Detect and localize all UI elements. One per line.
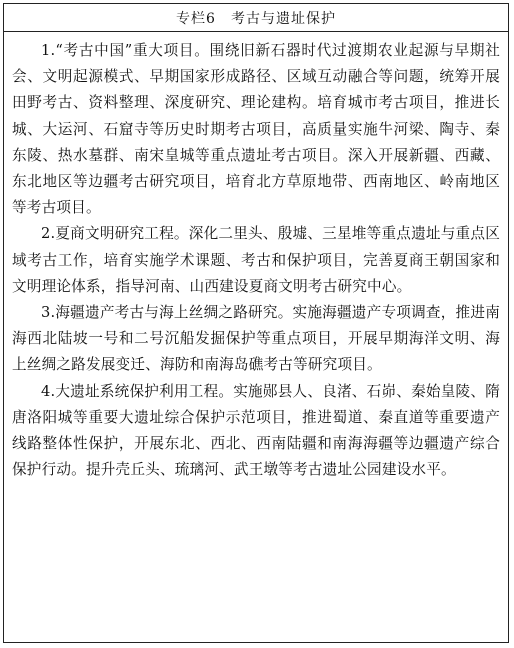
paragraph-maritime-silk-road: 3.海疆遗产考古与海上丝绸之路研究。实施海疆遗产专项调查，推进南海西北陆坡一号和二号沉船发掘保护等重点项目，开展早期海洋文明、海上丝绸之路发展变迁、海防和南海岛礁考古等研究项目。 — [12, 304, 500, 374]
box-title-row — [4, 4, 508, 32]
box-title: 专栏6 考古与遗址保护 — [176, 10, 336, 27]
paragraph-xia-shang: 2.夏商文明研究工程。深化二里头、殷墟、三星堆等重点遗址与重点区域考古工作，培育实施学术课题、考古和保护项目，完善夏商王朝国家和文明理论体系，指导河南、山西建设夏商文明考古研究中心。 — [12, 225, 500, 295]
feature-box — [3, 3, 509, 643]
box-content — [4, 32, 508, 483]
paragraph-archaeology-china: 1.“考古中国”重大项目。围绕旧新石器时代过渡期农业起源与早期社会、文明起源模式、早期国家形成路径、区域互动融合等问题，统筹开展田野考古、资料整理、深度研究、理论建构。培育城市考古项目，推进长城、大运河、石窟寺等历史时期考古项目，高质量实施牛河梁、陶寺、秦东陵、热水墓群、南宋皇城等重点遗址考古项目。深入开展新疆、西藏、东北地区等边疆考古研究项目，培育北方草原地带、西南地区、岭南地区等考古项目。 — [12, 42, 500, 217]
paragraph-great-sites: 4.大遗址系统保护利用工程。实施郧县人、良渚、石峁、秦始皇陵、隋唐洛阳城等重要大遗址综合保护示范项目，推进蜀道、秦直道等重要遗产线路整体性保护，开展东北、西北、西南陆疆和南海海疆等边疆遗产综合保护行动。提升壳丘头、琉璃河、武王墩等考古遗址公园建设水平。 — [12, 382, 500, 479]
